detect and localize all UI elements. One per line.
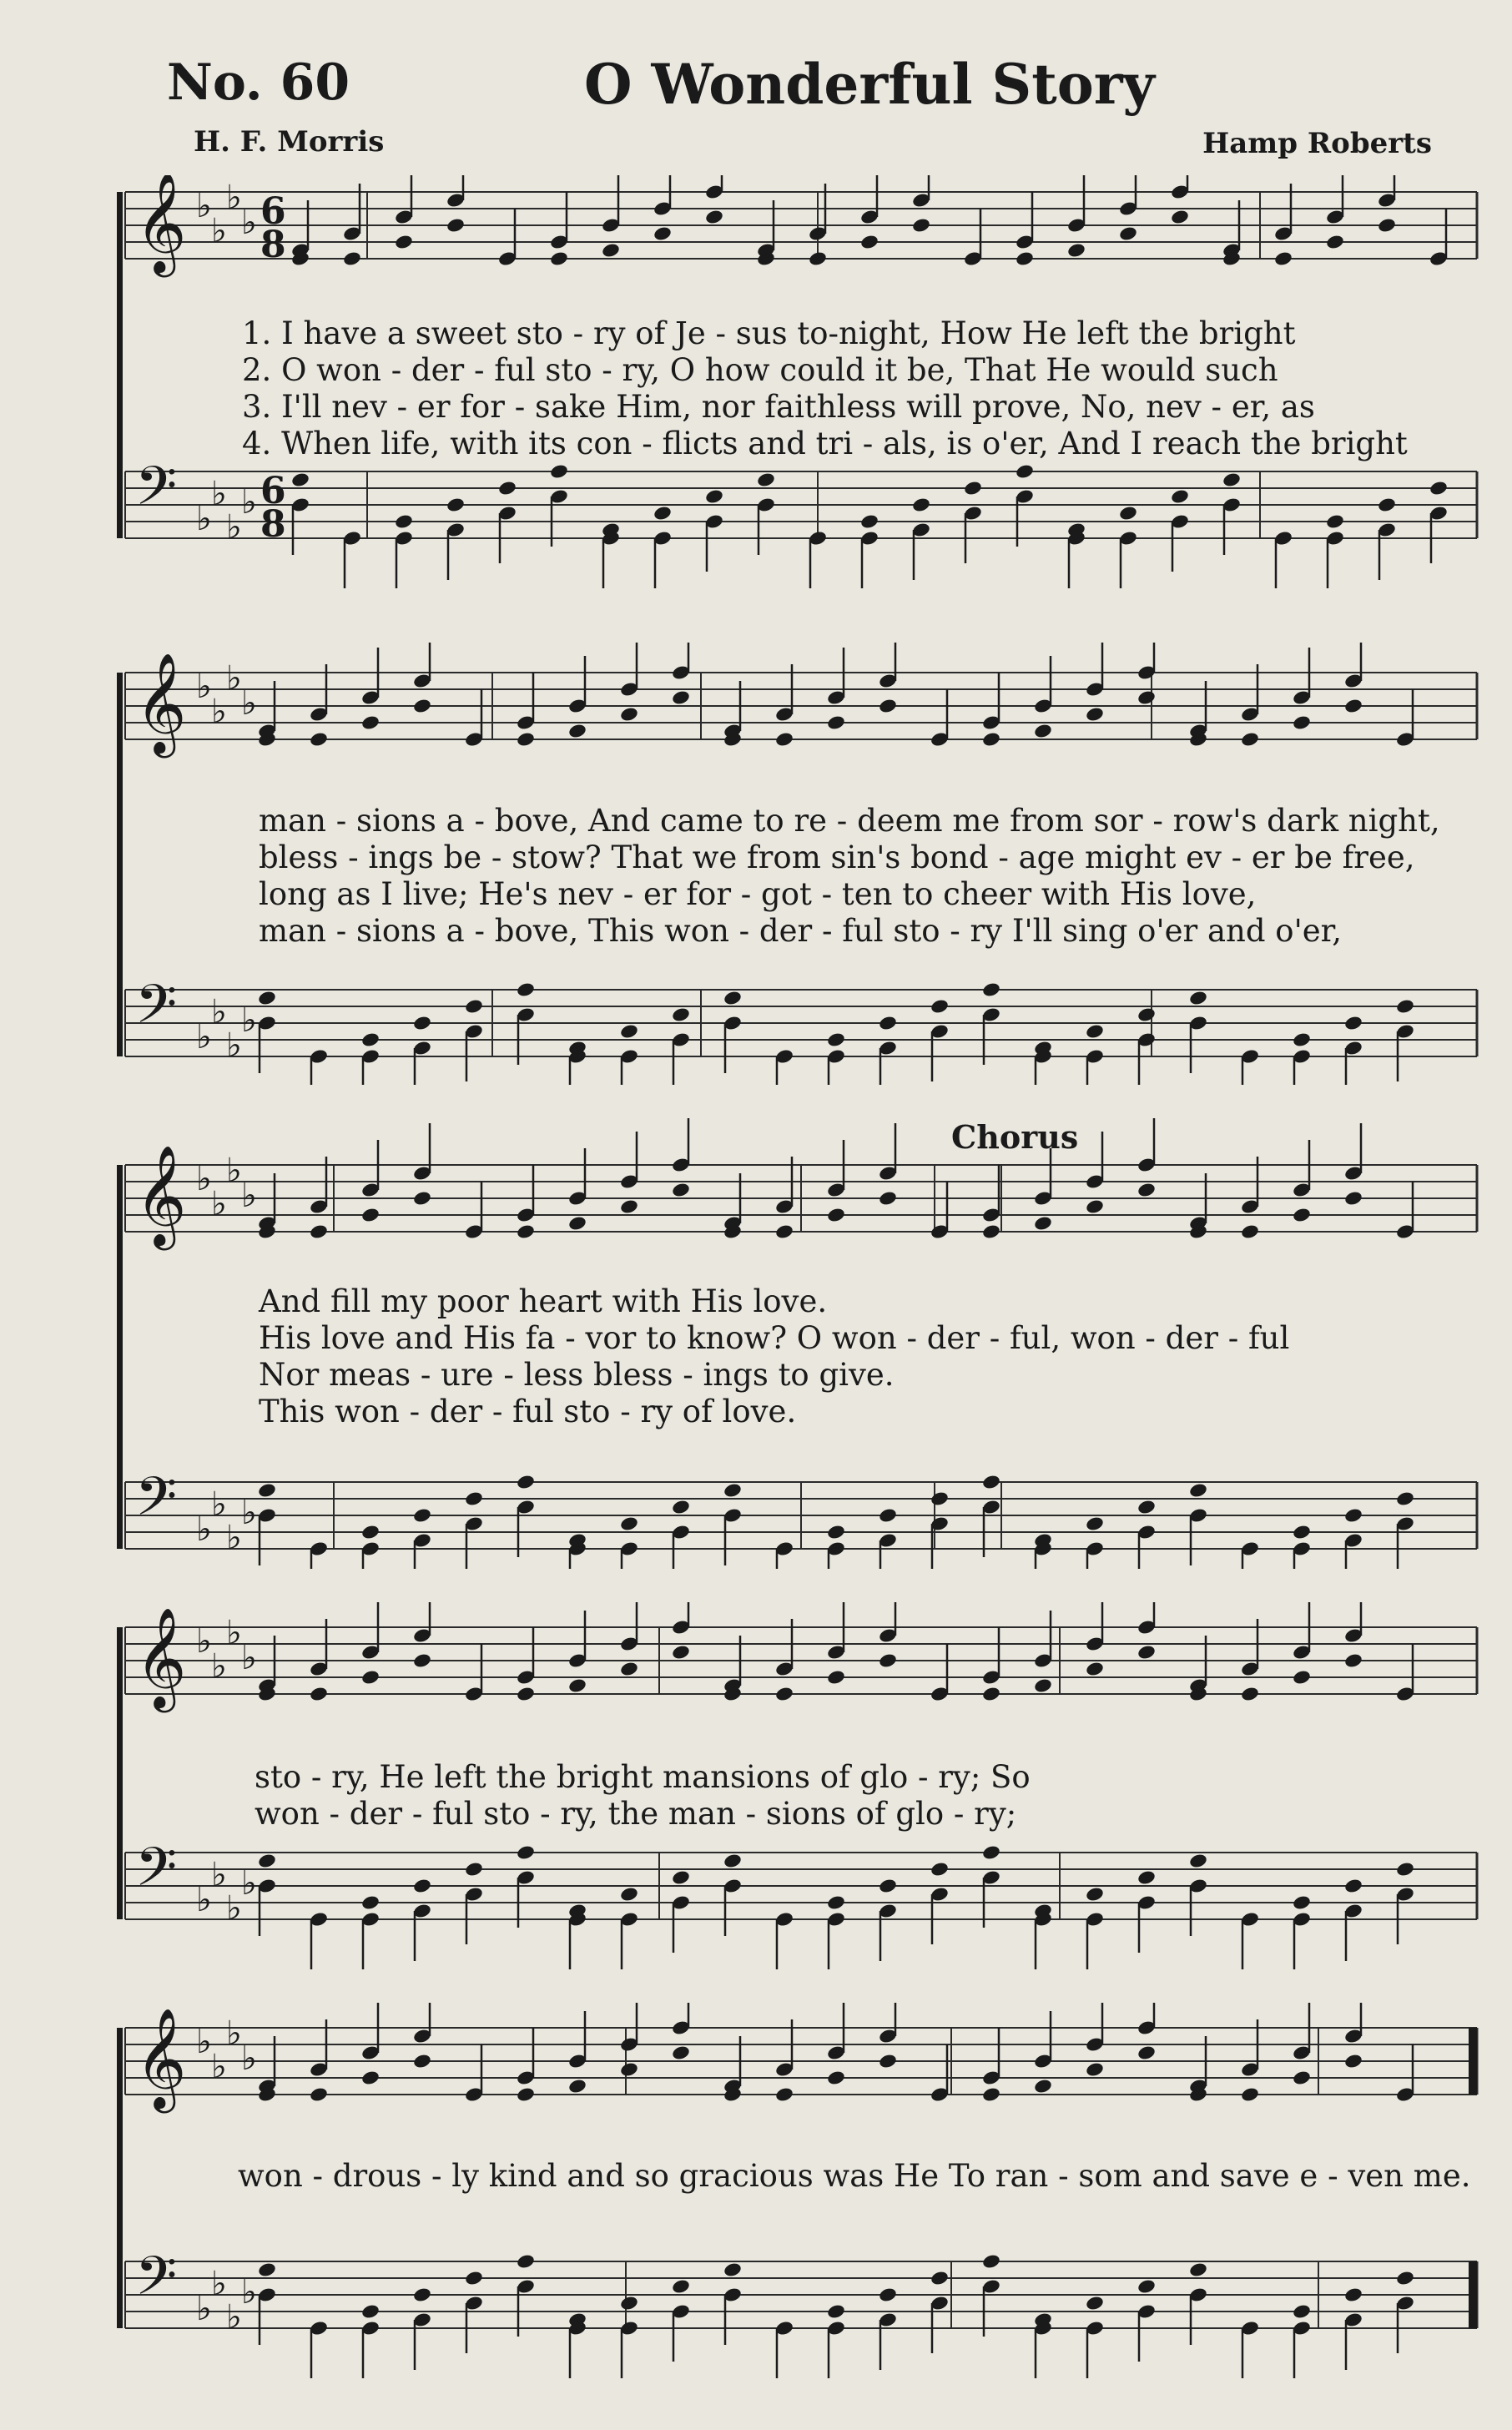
notehead [671, 1644, 691, 1661]
verse-line-1: And fill my poor heart with His love. [259, 1283, 828, 1319]
notehead [1137, 1869, 1157, 1886]
notehead [1188, 2261, 1208, 2278]
notehead [671, 1499, 691, 1515]
flat-icon: ♭ [211, 212, 227, 250]
notehead [360, 1524, 381, 1540]
notehead [671, 1006, 691, 1023]
system-bracket [117, 2028, 123, 2328]
notehead [981, 2253, 1001, 2270]
notehead [1292, 1669, 1312, 1686]
notehead [342, 250, 362, 267]
notehead [1240, 2086, 1260, 2103]
system-bracket [117, 1627, 123, 1919]
notehead [516, 731, 536, 748]
verse-line-1: man - sions a - bove, And came to re - deem me from sor - row's dark night, [259, 803, 1440, 839]
notehead [930, 998, 950, 1015]
notehead [1292, 714, 1312, 731]
notehead [619, 1886, 639, 1903]
notehead [826, 1669, 846, 1686]
notehead [704, 488, 724, 505]
notehead [1188, 1853, 1208, 1869]
notehead [1118, 225, 1138, 242]
notehead [567, 2078, 587, 2095]
flat-icon: ♭ [226, 179, 242, 217]
notehead [878, 1878, 898, 1894]
flat-icon: ♭ [211, 1647, 227, 1686]
notehead [671, 1182, 691, 1198]
notehead [1170, 488, 1190, 505]
notehead [1137, 1006, 1157, 1023]
notehead [1240, 731, 1260, 748]
notehead [1292, 2070, 1312, 2086]
time-signature-bottom: 8 [260, 503, 286, 546]
flat-icon: ♭ [241, 1494, 257, 1532]
notehead [1395, 1861, 1415, 1878]
notehead [601, 242, 621, 259]
flat-icon: ♭ [241, 483, 257, 522]
flat-icon: ♭ [211, 475, 227, 513]
bass-clef-icon: 𝄢 [135, 1466, 178, 1541]
notehead [412, 1652, 432, 1669]
bass-clef-icon: 𝄢 [135, 2246, 178, 2321]
composer-credit: Hamp Roberts [1202, 127, 1432, 160]
flat-icon: ♭ [226, 1889, 242, 1928]
notehead [1066, 242, 1086, 259]
notehead [464, 2270, 484, 2286]
flat-icon: ♭ [241, 1001, 257, 1040]
verse-line-4: 4. When life, with its con - flicts and tri - als, is o'er, And I reach the bright [242, 426, 1408, 461]
verse-line-2: bless - ings be - stow? That we from sin's bond - age might ev - er be free, [259, 839, 1415, 875]
flat-icon: ♭ [196, 1018, 212, 1056]
flat-icon: ♭ [241, 2039, 257, 2078]
notehead [516, 1844, 536, 1861]
bass-clef-icon: 𝄢 [135, 974, 178, 1049]
notehead [1085, 2295, 1105, 2312]
notehead [1188, 990, 1208, 1006]
notehead [1033, 1215, 1053, 1232]
notehead [549, 250, 569, 267]
notehead [567, 1215, 587, 1232]
notehead [981, 2086, 1001, 2103]
system-bracket [117, 673, 123, 1056]
flat-icon: ♭ [226, 1152, 242, 1190]
notehead [1343, 1878, 1363, 1894]
notehead [412, 1015, 432, 1031]
notehead [911, 497, 931, 513]
notehead [1325, 234, 1345, 250]
music-system-3 [117, 1118, 1485, 1569]
notehead [774, 2086, 794, 2103]
notehead [1292, 1894, 1312, 1911]
notehead [826, 2303, 846, 2320]
notehead [723, 990, 743, 1006]
bass-clef-icon: 𝄢 [135, 1837, 178, 1912]
notehead [1395, 1490, 1415, 1507]
notehead [878, 2286, 898, 2303]
bass-clef-icon: 𝄢 [135, 456, 178, 531]
treble-clef-icon: 𝄞 [135, 652, 187, 754]
flat-icon: ♭ [226, 1026, 242, 1065]
notehead [1085, 1661, 1105, 1677]
notehead [464, 1861, 484, 1878]
notehead [516, 2086, 536, 2103]
notehead [1015, 250, 1035, 267]
notehead [1273, 250, 1293, 267]
notehead [930, 1490, 950, 1507]
notehead [1137, 2044, 1157, 2061]
flat-icon: ♭ [211, 1485, 227, 1524]
flat-icon: ♭ [211, 993, 227, 1031]
flat-icon: ♭ [241, 1639, 257, 1677]
notehead [1170, 209, 1190, 225]
notehead [1292, 2303, 1312, 2320]
notehead [464, 1490, 484, 1507]
notehead [878, 698, 898, 714]
notehead [826, 1894, 846, 1911]
notehead [826, 714, 846, 731]
hymn-title: O Wonderful Story [584, 52, 1155, 117]
notehead [1085, 1198, 1105, 1215]
notehead [1085, 2061, 1105, 2078]
notehead [774, 1686, 794, 1702]
notehead [412, 1190, 432, 1207]
notehead [412, 2286, 432, 2303]
verse-line-1: 1. I have a sweet sto - ry of Je - sus to-night, How He left the bright [242, 315, 1296, 351]
notehead [1137, 1644, 1157, 1661]
notehead [826, 2070, 846, 2086]
notehead [1137, 689, 1157, 706]
flat-icon: ♭ [196, 1160, 212, 1198]
notehead [290, 471, 310, 488]
notehead [878, 2053, 898, 2070]
flat-icon: ♭ [241, 2273, 257, 2312]
staff-system-5 [117, 2003, 1485, 2403]
flat-icon: ♭ [226, 508, 242, 547]
notehead [1033, 1677, 1053, 1694]
notehead [516, 1223, 536, 1240]
flat-icon: ♭ [211, 2265, 227, 2303]
verse-line-4: man - sions a - bove, This won - der - ful sto - ry I'll sing o'er and o'er, [259, 913, 1343, 949]
notehead [360, 1894, 381, 1911]
notehead [981, 1474, 1001, 1490]
notehead [981, 1844, 1001, 1861]
flat-icon: ♭ [241, 204, 257, 242]
time-signature-top: 6 [260, 190, 286, 233]
notehead [1240, 1686, 1260, 1702]
notehead [1033, 723, 1053, 739]
flat-icon: ♭ [211, 1856, 227, 1894]
verse-line-4: This won - der - ful sto - ry of love. [259, 1394, 797, 1429]
final-bar-line [1469, 2261, 1477, 2328]
time-signature-bottom: 8 [260, 224, 286, 266]
system-bracket [117, 1165, 123, 1549]
verse-line-2: 2. O won - der - ful sto - ry, O how could it be, That He would such [242, 352, 1278, 388]
notehead [464, 998, 484, 1015]
flat-icon: ♭ [241, 684, 257, 723]
flat-icon: ♭ [196, 500, 212, 538]
notehead [446, 217, 466, 234]
verse-line-3: long as I live; He's nev - er for - got - ten to cheer with His love, [259, 876, 1257, 912]
notehead [360, 2070, 381, 2086]
notehead [412, 2053, 432, 2070]
notehead [1325, 513, 1345, 530]
notehead [1137, 2278, 1157, 2295]
notehead [516, 2253, 536, 2270]
notehead [360, 1031, 381, 1048]
notehead [826, 1031, 846, 1048]
time-signature-top: 6 [260, 470, 286, 512]
notehead [878, 1652, 898, 1669]
verse-line-2: His love and His fa - vor to know? O won - der - ful, won - der - ful [259, 1320, 1290, 1356]
notehead [619, 1023, 639, 1040]
notehead [878, 1015, 898, 1031]
notehead [619, 2061, 639, 2078]
verse-line-3: Nor meas - ure - less bless - ings to give. [259, 1357, 895, 1393]
notehead [360, 2303, 381, 2320]
music-system-1 [117, 175, 1485, 609]
notehead [963, 480, 983, 497]
notehead [394, 234, 414, 250]
notehead [826, 1524, 846, 1540]
notehead [567, 1677, 587, 1694]
notehead [911, 217, 931, 234]
flat-icon: ♭ [226, 1614, 242, 1652]
notehead [309, 731, 329, 748]
verse-line-3: 3. I'll nev - er for - sake Him, nor faithless will prove, No, nev - er, as [242, 389, 1315, 425]
notehead [1343, 2286, 1363, 2303]
notehead [930, 2270, 950, 2286]
flat-icon: ♭ [196, 2290, 212, 2328]
notehead [1085, 1515, 1105, 1532]
flat-icon: ♭ [196, 1622, 212, 1661]
chorus-label: Chorus [951, 1118, 1079, 1156]
notehead [412, 698, 432, 714]
notehead [1343, 1507, 1363, 1524]
flat-icon: ♭ [196, 668, 212, 706]
notehead [309, 1686, 329, 1702]
notehead [1292, 1524, 1312, 1540]
hymn-number: No. 60 [167, 53, 350, 112]
notehead [360, 714, 381, 731]
flat-icon: ♭ [196, 2023, 212, 2061]
flat-icon: ♭ [196, 187, 212, 225]
notehead [878, 1507, 898, 1524]
notehead [309, 2086, 329, 2103]
notehead [360, 1669, 381, 1686]
notehead [826, 1207, 846, 1223]
flat-icon: ♭ [226, 1519, 242, 1557]
notehead [1343, 1015, 1363, 1031]
notehead [619, 1198, 639, 1215]
notehead [704, 209, 724, 225]
system-bracket [117, 192, 123, 538]
notehead [1343, 1190, 1363, 1207]
notehead [859, 234, 879, 250]
notehead [1343, 2053, 1363, 2070]
notehead [516, 1474, 536, 1490]
notehead [723, 1482, 743, 1499]
verse-line-1: won - drous - ly kind and so gracious was He To ran - som and save e - ven me. [238, 2158, 1471, 2194]
verse-line-1: sto - ry, He left the bright mansions of glo - ry; So [255, 1759, 1031, 1795]
music-system-4 [117, 1602, 1485, 1994]
notehead [671, 1869, 691, 1886]
verse-line-2: won - der - ful sto - ry, the man - sions of glo - ry; [255, 1796, 1017, 1832]
notehead [619, 2295, 639, 2312]
notehead [497, 480, 517, 497]
flat-icon: ♭ [226, 2014, 242, 2053]
notehead [1292, 1031, 1312, 1048]
flat-icon: ♭ [211, 693, 227, 731]
notehead [1085, 706, 1105, 723]
notehead [808, 250, 828, 267]
notehead [619, 706, 639, 723]
notehead [723, 1853, 743, 1869]
notehead [1222, 471, 1242, 488]
notehead [1015, 463, 1035, 480]
flat-icon: ♭ [211, 1185, 227, 1223]
notehead [567, 723, 587, 739]
notehead [412, 1878, 432, 1894]
notehead [446, 497, 466, 513]
notehead [257, 990, 277, 1006]
notehead [671, 689, 691, 706]
notehead [1188, 1482, 1208, 1499]
notehead [774, 731, 794, 748]
notehead [1292, 1207, 1312, 1223]
notehead [723, 2261, 743, 2278]
flat-icon: ♭ [196, 1510, 212, 1549]
notehead [878, 1190, 898, 1207]
notehead [774, 1223, 794, 1240]
notehead [257, 1853, 277, 1869]
notehead [1137, 1182, 1157, 1198]
notehead [653, 225, 673, 242]
flat-icon: ♭ [211, 2048, 227, 2086]
notehead [1343, 1652, 1363, 1669]
treble-clef-icon: 𝄞 [135, 175, 187, 273]
notehead [981, 1686, 1001, 1702]
notehead [1240, 1223, 1260, 1240]
notehead [1033, 2078, 1053, 2095]
lyricist-credit: H. F. Morris [194, 125, 385, 159]
notehead [930, 1861, 950, 1878]
notehead [619, 1661, 639, 1677]
notehead [671, 2044, 691, 2061]
notehead [981, 981, 1001, 998]
hymn-header [0, 0, 1512, 184]
flat-icon: ♭ [226, 2298, 242, 2337]
notehead [309, 1223, 329, 1240]
notehead [671, 2278, 691, 2295]
notehead [981, 1223, 1001, 1240]
notehead [1137, 1499, 1157, 1515]
notehead [360, 1207, 381, 1223]
treble-clef-icon: 𝄞 [135, 1144, 187, 1246]
music-system-5 [117, 2003, 1485, 2403]
notehead [1395, 998, 1415, 1015]
notehead [1118, 505, 1138, 522]
flat-icon: ♭ [241, 1177, 257, 1215]
notehead [516, 1686, 536, 1702]
music-system-2 [117, 643, 1485, 1085]
notehead [394, 513, 414, 530]
notehead [257, 1482, 277, 1499]
notehead [619, 1515, 639, 1532]
notehead [516, 981, 536, 998]
notehead [1343, 698, 1363, 714]
notehead [412, 1507, 432, 1524]
treble-clef-icon: 𝄞 [135, 1606, 187, 1708]
flat-icon: ♭ [226, 659, 242, 698]
notehead [653, 505, 673, 522]
notehead [549, 463, 569, 480]
flat-icon: ♭ [241, 1864, 257, 1903]
final-bar-line [1469, 2028, 1477, 2095]
notehead [1085, 1886, 1105, 1903]
notehead [1429, 480, 1449, 497]
notehead [1377, 497, 1397, 513]
notehead [257, 2261, 277, 2278]
treble-clef-icon: 𝄞 [135, 2007, 187, 2109]
notehead [756, 471, 776, 488]
notehead [981, 731, 1001, 748]
notehead [1377, 217, 1397, 234]
flat-icon: ♭ [196, 1881, 212, 1919]
notehead [1395, 2270, 1415, 2286]
notehead [859, 513, 879, 530]
notehead [1085, 1023, 1105, 1040]
